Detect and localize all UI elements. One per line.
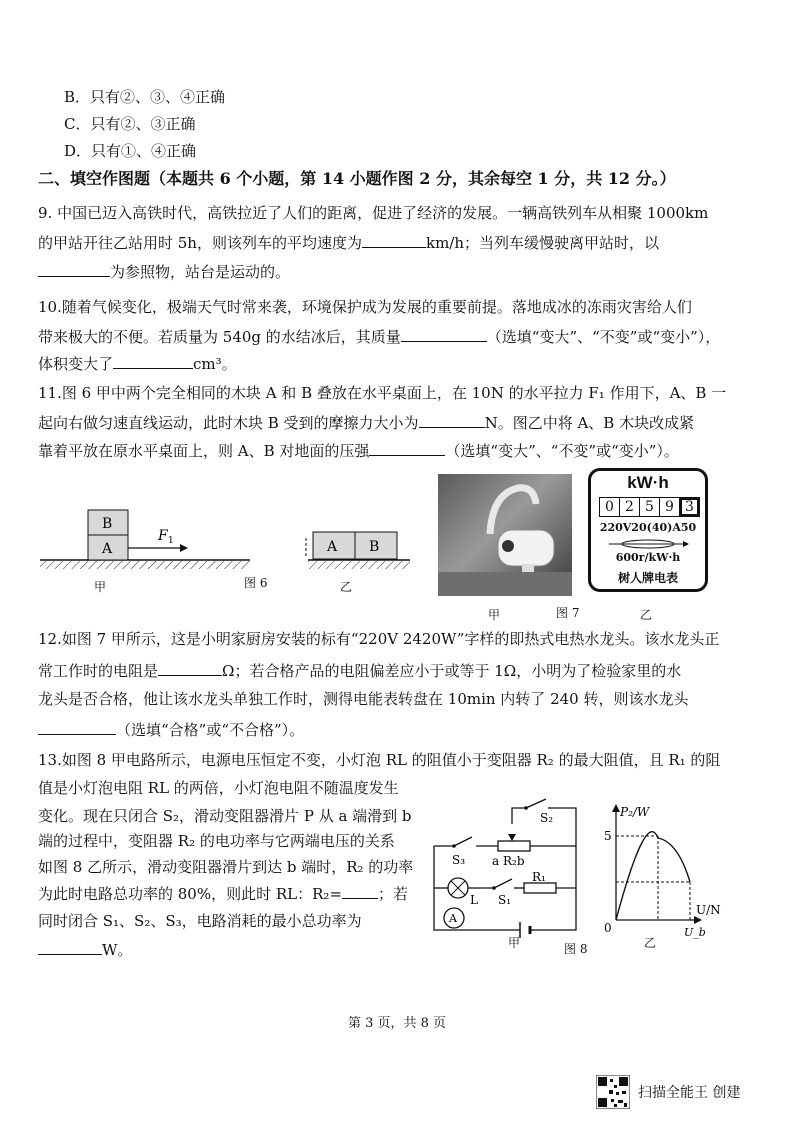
ground-hatch-yi [308, 561, 410, 569]
q12-line2 [38, 659, 681, 682]
q10-text-d: cm³。 [193, 355, 237, 373]
q13-text-b: ；若 [378, 885, 409, 903]
label-r1: R₁ [532, 870, 546, 884]
switch-s1 [494, 879, 512, 888]
section-title: 二、填空作图题（本题共 6 个小题，第 14 小题作图 2 分，其余每空 1 分，共 12 分。） [38, 169, 676, 188]
figure-6 [30, 500, 430, 600]
meter-digit: 5 [640, 498, 660, 516]
q13-line3: 变化。现在只闭合 S₂，滑动变阻器滑片 P 从 a 端滑到 b [38, 807, 412, 825]
q12-blank-qualified[interactable] [38, 718, 116, 735]
q13-text-a: 为此时电路总功率的 80%，则此时 RL：R₂= [38, 885, 343, 903]
label-r2: a R₂b [492, 854, 525, 868]
fig7-caption-yi: 乙 [640, 608, 653, 622]
label-s2: S₂ [540, 811, 554, 825]
force-subscript: 1 [168, 536, 174, 546]
slider-p [508, 834, 516, 841]
meter-brand: 树人牌电表 [617, 571, 678, 585]
q13-line6 [38, 882, 408, 905]
label-ammeter: A [449, 912, 457, 925]
q9-text-c: 为参照物，站台是运动的。 [110, 263, 291, 281]
q10-blank-mass[interactable] [401, 325, 487, 342]
fig8-caption: 图 8 [564, 942, 588, 956]
scanner-watermark [596, 1074, 740, 1110]
watermark-text: 扫描全能王 创建 [638, 1085, 741, 1101]
q10-line2 [38, 325, 720, 348]
q11-text-b: N。图乙中将 A、B 木块改成紧 [484, 414, 695, 432]
q9-text-a: 的甲站开往乙站用时 5h，则该列车的平均速度为 [38, 234, 362, 252]
q9-line3 [38, 260, 290, 283]
q11-blank-friction[interactable] [419, 411, 485, 428]
option-c: C．只有②、③正确 [64, 115, 196, 133]
q11-text-a: 起向右做匀速直线运动，此时木块 B 受到的摩擦力大小为 [38, 414, 419, 432]
q13-text-c: W。 [102, 941, 133, 959]
q13-line5: 如图 8 乙所示，滑动变阻器滑片到达 b 端时，R₂ 的功率 [38, 858, 414, 876]
meter-digits [599, 497, 700, 517]
q10-text-a: 带来极大的不便。若质量为 540g 的水结冰后，其质量 [38, 328, 401, 346]
faucet-icon [438, 474, 572, 596]
x-tick: U_b [684, 926, 706, 939]
q13-line2: 值是小灯泡电阻 RL 的两倍，小灯泡电阻不随温度发生 [38, 779, 399, 797]
q9-blank-reference[interactable] [38, 260, 110, 277]
meter-digit: 9 [660, 498, 680, 516]
q13-blank-power[interactable] [38, 938, 102, 955]
fig7-caption-jia: 甲 [488, 608, 501, 622]
q13-line4: 端的过程中，变阻器 R₂ 的电功率与它两端电压的关系 [38, 832, 395, 850]
meter-dial [605, 537, 691, 551]
meter-digit-decimal: 3 [680, 498, 699, 516]
faucet-photo [438, 474, 572, 596]
fig7-caption: 图 7 [556, 606, 580, 620]
q12-text-c: （选填“合格”或“不合格”）。 [116, 721, 305, 739]
q11-line2 [38, 411, 694, 434]
q13-line1: 13.如图 8 甲电路所示，电源电压恒定不变，小灯泡 RL 的阻值小于变阻器 R₂ 的最大阻值，且 R₁ 的阻 [38, 751, 721, 769]
option-b: B．只有②、③、④正确 [64, 88, 226, 106]
q12-line3: 龙头是否合格，他让该水龙头单独工作时，测得电能表转盘在 10min 内转了 240 转，则该水龙头 [38, 690, 689, 708]
label-s3: S₃ [452, 853, 466, 867]
switch-s3 [454, 837, 472, 846]
q9-line2 [38, 231, 659, 254]
label-s1: S₁ [498, 893, 512, 907]
q12-line1: 12.如图 7 甲所示，这是小明家厨房安装的标有“220V 2420W”字样的即热式电热水龙头。该水龙头正 [38, 630, 720, 648]
q13-line8 [38, 938, 132, 961]
q12-blank-resistance[interactable] [158, 659, 222, 676]
label-b: B [102, 516, 113, 532]
origin-label: 0 [604, 921, 612, 935]
q10-line3 [38, 352, 237, 375]
q12-text-b: Ω；若合格产品的电阻偏差应小于或等于 1Ω，小明为了检验家里的水 [222, 662, 682, 680]
ground-hatch-jia [40, 561, 250, 569]
label-b-yi: B [369, 539, 380, 555]
q13-blank-ratio[interactable] [342, 882, 378, 899]
qr-code-icon [596, 1075, 630, 1109]
y-tick: 5 [604, 829, 612, 843]
power-curve [616, 832, 690, 920]
q11-line3 [38, 439, 679, 462]
force-arrowhead [180, 544, 188, 552]
fig8-caption-yi: 乙 [644, 936, 657, 950]
page-number: 第 3 页，共 8 页 [347, 1016, 447, 1031]
meter-rate: 600r/kW·h [615, 551, 681, 564]
meter-rating: 220V20(40)A50 [599, 521, 697, 534]
q10-text-b: （选填“变大”、“不变”或“变小”）， [486, 328, 721, 346]
q10-line1: 10.随着气候变化，极端天气时常来袭，环境保护成为发展的重要前提。落地成冰的冻雨灾害给人们 [38, 298, 692, 316]
electric-meter [588, 468, 708, 592]
q11-blank-pressure[interactable] [369, 439, 445, 456]
q13-line7: 同时闭合 S₁、S₂、S₃，电路消耗的最小总功率为 [38, 912, 362, 930]
fig6-caption: 图 6 [244, 576, 268, 590]
q9-blank-speed[interactable] [362, 231, 426, 248]
circuit-diagram [424, 796, 592, 942]
label-a-yi: A [327, 539, 338, 555]
force-label: F [158, 528, 168, 544]
q11-text-d: （选填“变大”、“不变”或“变小”）。 [445, 442, 679, 460]
y-axis-label: P₂/W [620, 805, 650, 819]
fig8-caption-jia: 甲 [508, 936, 521, 950]
q12-text-a: 常工作时的电阻是 [38, 662, 159, 680]
power-voltage-graph [598, 802, 728, 942]
q11-line1: 11.图 6 甲中两个完全相同的木块 A 和 B 叠放在水平桌面上，在 10N 的水平拉力 F₁ 作用下，A、B 一 [38, 384, 727, 402]
q12-line4 [38, 718, 304, 741]
meter-unit: kW·h [627, 473, 669, 492]
resistor-r1 [524, 883, 556, 893]
switch-s2 [526, 799, 546, 808]
q9-text-b: km/h；当列车缓慢驶离甲站时，以 [425, 234, 660, 252]
label-l: L [470, 893, 478, 907]
label-a: A [102, 541, 113, 557]
q11-text-c: 靠着平放在原水平桌面上，则 A、B 对地面的压强 [38, 442, 370, 460]
q9-line1: 9. 中国已迈入高铁时代，高铁拉近了人们的距离，促进了经济的发展。一辆高铁列车从相聚 1000km [38, 204, 709, 222]
fig6-caption-jia: 甲 [94, 580, 107, 594]
meter-digit: 0 [600, 498, 620, 516]
fig6-caption-yi: 乙 [340, 580, 353, 594]
q10-text-c: 体积变大了 [38, 355, 114, 373]
meter-digit: 2 [620, 498, 640, 516]
rheostat-r2 [498, 841, 530, 851]
q10-blank-volume[interactable] [113, 352, 193, 369]
option-d: D．只有①、④正确 [64, 142, 197, 160]
x-axis-label: U/N [696, 903, 721, 917]
